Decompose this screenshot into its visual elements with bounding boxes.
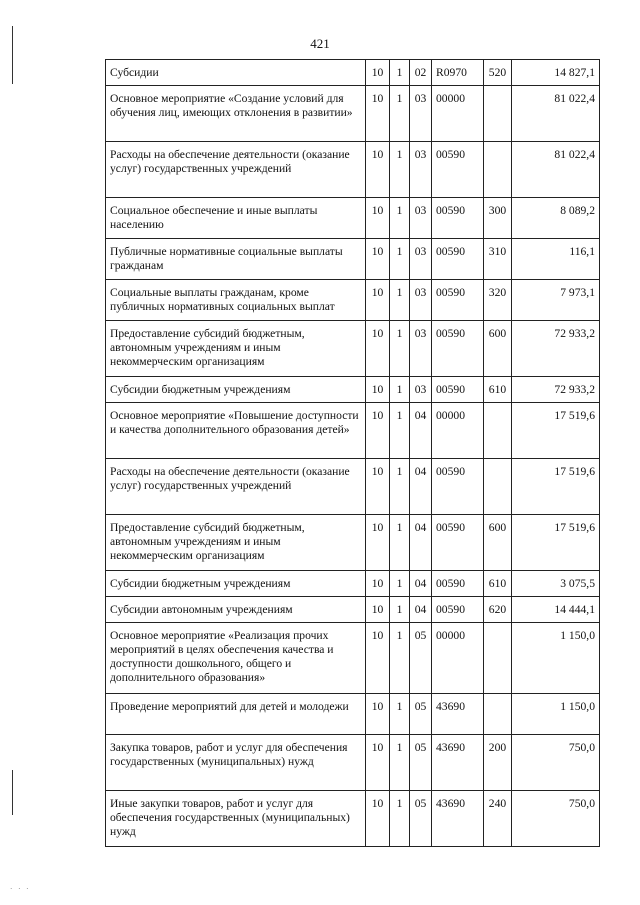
table-row (106, 377, 600, 403)
subsection-code-cell: 1 (390, 571, 410, 597)
section-code-cell: 10 (366, 623, 390, 694)
program-code-cell: 03 (410, 280, 432, 321)
table-body (106, 60, 600, 847)
target-code-cell: 43690 (432, 694, 484, 735)
amount-cell: 17 519,6 (512, 403, 600, 459)
expense-name-cell: Субсидии (106, 60, 366, 86)
subsection-code-cell: 1 (390, 377, 410, 403)
expense-type-cell (484, 142, 512, 198)
table-row (106, 459, 600, 515)
expense-name-cell: Основное мероприятие «Повышение доступности и качества дополнительного образования детей» (106, 403, 366, 459)
amount-cell: 3 075,5 (512, 571, 600, 597)
expense-name-cell: Субсидии бюджетным учреждениям (106, 377, 366, 403)
program-code-cell: 05 (410, 735, 432, 791)
subsection-code-cell: 1 (390, 142, 410, 198)
target-code-cell: 00590 (432, 515, 484, 571)
expense-type-cell (484, 86, 512, 142)
subsection-code-cell: 1 (390, 403, 410, 459)
program-code-cell: 03 (410, 377, 432, 403)
expense-type-cell (484, 459, 512, 515)
table-row (106, 735, 600, 791)
expense-name-cell: Социальное обеспечение и иные выплаты населению (106, 198, 366, 239)
section-code-cell: 10 (366, 694, 390, 735)
table-row (106, 694, 600, 735)
expense-name-cell: Предоставление субсидий бюджетным, автономным учреждениям и иным некоммерческим организациям (106, 321, 366, 377)
target-code-cell: 43690 (432, 791, 484, 847)
expense-name-cell: Предоставление субсидий бюджетным, автономным учреждениям и иным некоммерческим организациям (106, 515, 366, 571)
page-number: 421 (310, 36, 330, 51)
subsection-code-cell: 1 (390, 597, 410, 623)
amount-cell: 14 827,1 (512, 60, 600, 86)
expense-name-cell: Закупка товаров, работ и услуг для обеспечения государственных (муниципальных) нужд (106, 735, 366, 791)
amount-cell: 72 933,2 (512, 377, 600, 403)
amount-cell: 81 022,4 (512, 86, 600, 142)
scan-artifact: · · · (10, 885, 31, 893)
amount-cell: 750,0 (512, 735, 600, 791)
amount-cell: 17 519,6 (512, 515, 600, 571)
expense-type-cell: 610 (484, 571, 512, 597)
section-code-cell: 10 (366, 571, 390, 597)
table-row (106, 60, 600, 86)
section-code-cell: 10 (366, 403, 390, 459)
program-code-cell: 04 (410, 515, 432, 571)
section-code-cell: 10 (366, 735, 390, 791)
target-code-cell: 00000 (432, 403, 484, 459)
table-row (106, 142, 600, 198)
program-code-cell: 04 (410, 459, 432, 515)
target-code-cell: 00590 (432, 377, 484, 403)
amount-cell: 1 150,0 (512, 623, 600, 694)
program-code-cell: 03 (410, 198, 432, 239)
section-code-cell: 10 (366, 142, 390, 198)
expense-name-cell: Публичные нормативные социальные выплаты гражданам (106, 239, 366, 280)
target-code-cell: R0970 (432, 60, 484, 86)
expense-name-cell: Основное мероприятие «Создание условий для обучения лиц, имеющих отклонения в развитии» (106, 86, 366, 142)
section-code-cell: 10 (366, 515, 390, 571)
section-code-cell: 10 (366, 459, 390, 515)
subsection-code-cell: 1 (390, 735, 410, 791)
amount-cell: 7 973,1 (512, 280, 600, 321)
subsection-code-cell: 1 (390, 515, 410, 571)
section-code-cell: 10 (366, 60, 390, 86)
subsection-code-cell: 1 (390, 198, 410, 239)
subsection-code-cell: 1 (390, 86, 410, 142)
table-row (106, 403, 600, 459)
table-row (106, 321, 600, 377)
amount-cell: 17 519,6 (512, 459, 600, 515)
program-code-cell: 02 (410, 60, 432, 86)
amount-cell: 1 150,0 (512, 694, 600, 735)
left-margin-line-bottom (12, 770, 13, 815)
expense-type-cell: 310 (484, 239, 512, 280)
target-code-cell: 00590 (432, 597, 484, 623)
program-code-cell: 05 (410, 791, 432, 847)
target-code-cell: 00590 (432, 280, 484, 321)
left-margin-line-top (12, 26, 13, 84)
expense-name-cell: Проведение мероприятий для детей и молодежи (106, 694, 366, 735)
table-row (106, 515, 600, 571)
table-row (106, 239, 600, 280)
section-code-cell: 10 (366, 597, 390, 623)
table-row (106, 623, 600, 694)
table-row (106, 791, 600, 847)
expense-type-cell: 600 (484, 515, 512, 571)
section-code-cell: 10 (366, 280, 390, 321)
target-code-cell: 00000 (432, 623, 484, 694)
target-code-cell: 00590 (432, 239, 484, 280)
program-code-cell: 03 (410, 86, 432, 142)
table-row (106, 198, 600, 239)
subsection-code-cell: 1 (390, 459, 410, 515)
expense-name-cell: Расходы на обеспечение деятельности (оказание услуг) государственных учреждений (106, 459, 366, 515)
target-code-cell: 00590 (432, 571, 484, 597)
subsection-code-cell: 1 (390, 280, 410, 321)
program-code-cell: 04 (410, 597, 432, 623)
expense-type-cell: 300 (484, 198, 512, 239)
subsection-code-cell: 1 (390, 791, 410, 847)
table-row (106, 571, 600, 597)
amount-cell: 750,0 (512, 791, 600, 847)
program-code-cell: 04 (410, 571, 432, 597)
expense-name-cell: Иные закупки товаров, работ и услуг для обеспечения государственных (муниципальных) нужд (106, 791, 366, 847)
target-code-cell: 00590 (432, 198, 484, 239)
expense-name-cell: Субсидии бюджетным учреждениям (106, 571, 366, 597)
expense-type-cell: 320 (484, 280, 512, 321)
target-code-cell: 43690 (432, 735, 484, 791)
expense-type-cell: 240 (484, 791, 512, 847)
expense-type-cell (484, 623, 512, 694)
program-code-cell: 03 (410, 142, 432, 198)
target-code-cell: 00590 (432, 142, 484, 198)
expense-type-cell (484, 694, 512, 735)
expense-type-cell: 200 (484, 735, 512, 791)
section-code-cell: 10 (366, 791, 390, 847)
section-code-cell: 10 (366, 321, 390, 377)
amount-cell: 72 933,2 (512, 321, 600, 377)
target-code-cell: 00000 (432, 86, 484, 142)
expense-name-cell: Субсидии автономным учреждениям (106, 597, 366, 623)
expense-name-cell: Расходы на обеспечение деятельности (оказание услуг) государственных учреждений (106, 142, 366, 198)
amount-cell: 14 444,1 (512, 597, 600, 623)
expense-type-cell (484, 403, 512, 459)
target-code-cell: 00590 (432, 459, 484, 515)
expense-type-cell: 520 (484, 60, 512, 86)
expense-type-cell: 620 (484, 597, 512, 623)
subsection-code-cell: 1 (390, 623, 410, 694)
expense-type-cell: 610 (484, 377, 512, 403)
section-code-cell: 10 (366, 198, 390, 239)
amount-cell: 116,1 (512, 239, 600, 280)
program-code-cell: 03 (410, 239, 432, 280)
subsection-code-cell: 1 (390, 321, 410, 377)
expense-name-cell: Социальные выплаты гражданам, кроме публичных нормативных социальных выплат (106, 280, 366, 321)
subsection-code-cell: 1 (390, 239, 410, 280)
subsection-code-cell: 1 (390, 694, 410, 735)
section-code-cell: 10 (366, 86, 390, 142)
expense-name-cell: Основное мероприятие «Реализация прочих мероприятий в целях обеспечения качества и доступности дошкольного, общего и дополнительного образования» (106, 623, 366, 694)
program-code-cell: 05 (410, 694, 432, 735)
subsection-code-cell: 1 (390, 60, 410, 86)
amount-cell: 8 089,2 (512, 198, 600, 239)
amount-cell: 81 022,4 (512, 142, 600, 198)
program-code-cell: 03 (410, 321, 432, 377)
table-row (106, 280, 600, 321)
section-code-cell: 10 (366, 377, 390, 403)
table-row (106, 86, 600, 142)
table-row (106, 597, 600, 623)
program-code-cell: 05 (410, 623, 432, 694)
budget-table (105, 59, 600, 847)
section-code-cell: 10 (366, 239, 390, 280)
target-code-cell: 00590 (432, 321, 484, 377)
expense-type-cell: 600 (484, 321, 512, 377)
program-code-cell: 04 (410, 403, 432, 459)
